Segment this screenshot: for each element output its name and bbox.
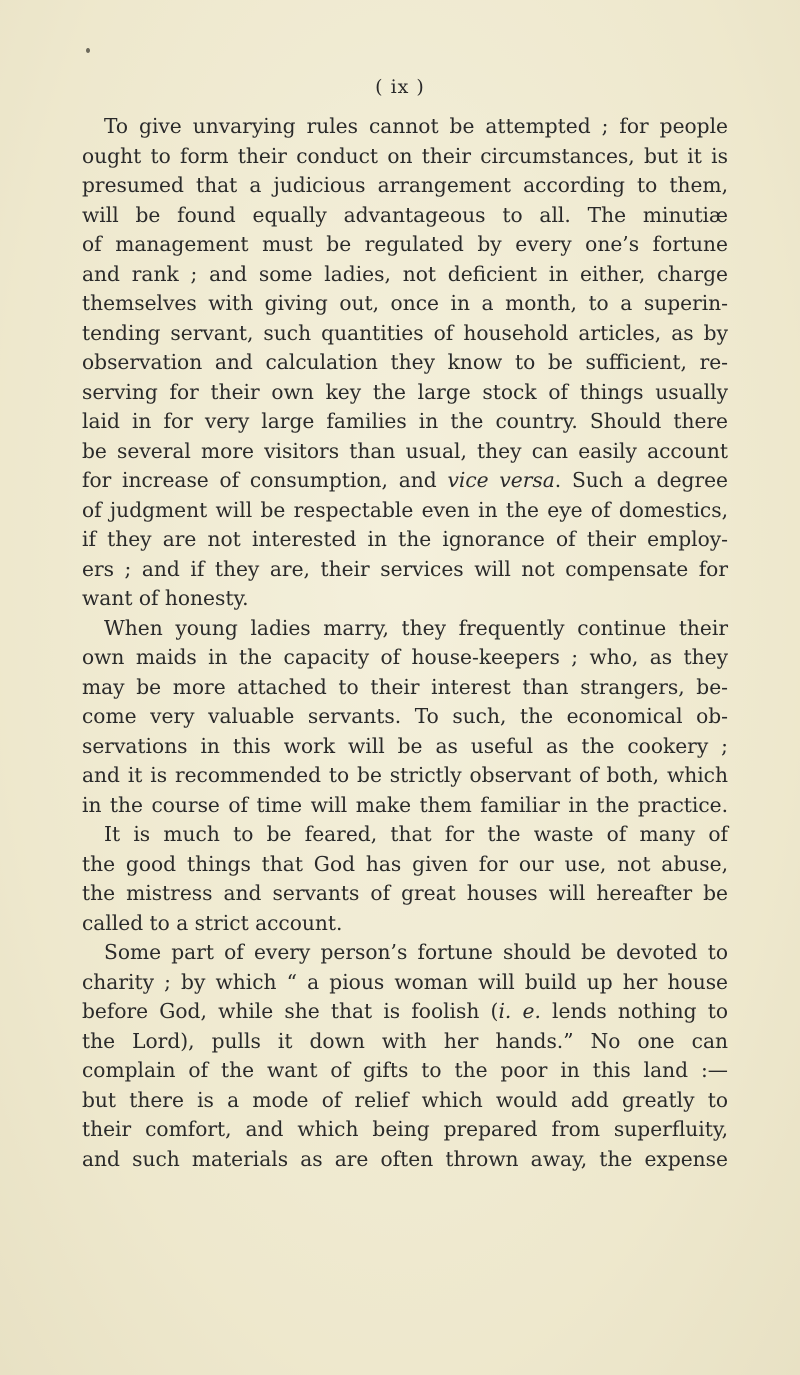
- text-line: and it is recommended to be strictly observant of both, which: [82, 763, 728, 787]
- text-line: It is much to be feared, that for the waste of many of: [104, 822, 728, 846]
- text-line: When young ladies marry, they frequently continue their: [104, 615, 728, 640]
- text-line: themselves with giving out, once in a month, to a superin-: [82, 291, 728, 315]
- text-line: but there is a mode of relief which would add greatly to: [82, 1087, 728, 1112]
- text-line: the good things that God has given for our use, not abuse,: [82, 851, 728, 876]
- text-line: will be found equally advantageous to all. The minutiæ: [82, 202, 728, 227]
- text-line: may be more attached to their interest than strangers, be-: [82, 674, 728, 699]
- text-line: presumed that a judicious arrangement according to them,: [82, 173, 728, 197]
- ink-speck: [86, 48, 90, 53]
- text-line: for increase of consumption, and vice versa. Such a degree: [82, 468, 728, 492]
- text-line: the mistress and servants of great houses will hereafter be: [82, 881, 728, 905]
- text-line: of management must be regulated by every one’s fortune: [82, 232, 728, 256]
- text-line: laid in for very large families in the country. Should there: [82, 409, 728, 433]
- body-text: [82, 112, 728, 1174]
- text-line: and such materials as are often thrown away, the expense: [82, 1146, 728, 1171]
- text-line: come very valuable servants. To such, the economical ob-: [82, 704, 728, 728]
- text-line: be several more visitors than usual, they can easily account: [82, 438, 728, 463]
- text-line: called to a strict account.: [82, 910, 343, 935]
- text-line: Some part of every person’s fortune should be devoted to: [104, 940, 728, 964]
- text-line: before God, while she that is foolish (i. e. lends nothing to: [82, 999, 729, 1023]
- page-number: ( ix ): [375, 76, 425, 98]
- text-line: ers ; and if they are, their services will not compensate for: [82, 556, 728, 581]
- text-line: in the course of time will make them familiar in the practice.: [82, 792, 728, 817]
- text-line: and rank ; and some ladies, not deficient in either, charge: [82, 261, 728, 286]
- text-line: charity ; by which “ a pious woman will build up her house: [82, 969, 728, 994]
- text-line: their comfort, and which being prepared from superfluity,: [82, 1117, 728, 1141]
- text-line: complain of the want of gifts to the poor in this land :—: [82, 1058, 728, 1082]
- text-line: To give unvarying rules cannot be attempted ; for people: [104, 114, 728, 138]
- text-line: ought to form their conduct on their circumstances, but it is: [82, 143, 728, 168]
- text-line: if they are not interested in the ignorance of their employ-: [82, 527, 728, 551]
- text-line: serving for their own key the large stock of things usually: [82, 379, 728, 404]
- text-line: observation and calculation they know to be sufficient, re-: [82, 350, 728, 374]
- text-line: of judgment will be respectable even in the eye of domestics,: [82, 497, 728, 522]
- text-line: want of honesty.: [82, 586, 249, 610]
- text-line: the Lord), pulls it down with her hands.” No one can: [82, 1028, 728, 1053]
- text-line: own maids in the capacity of house-keepers ; who, as they: [82, 645, 728, 669]
- text-line: tending servant, such quantities of household articles, as by: [82, 320, 728, 345]
- text-line: servations in this work will be as useful as the cookery ;: [82, 733, 728, 758]
